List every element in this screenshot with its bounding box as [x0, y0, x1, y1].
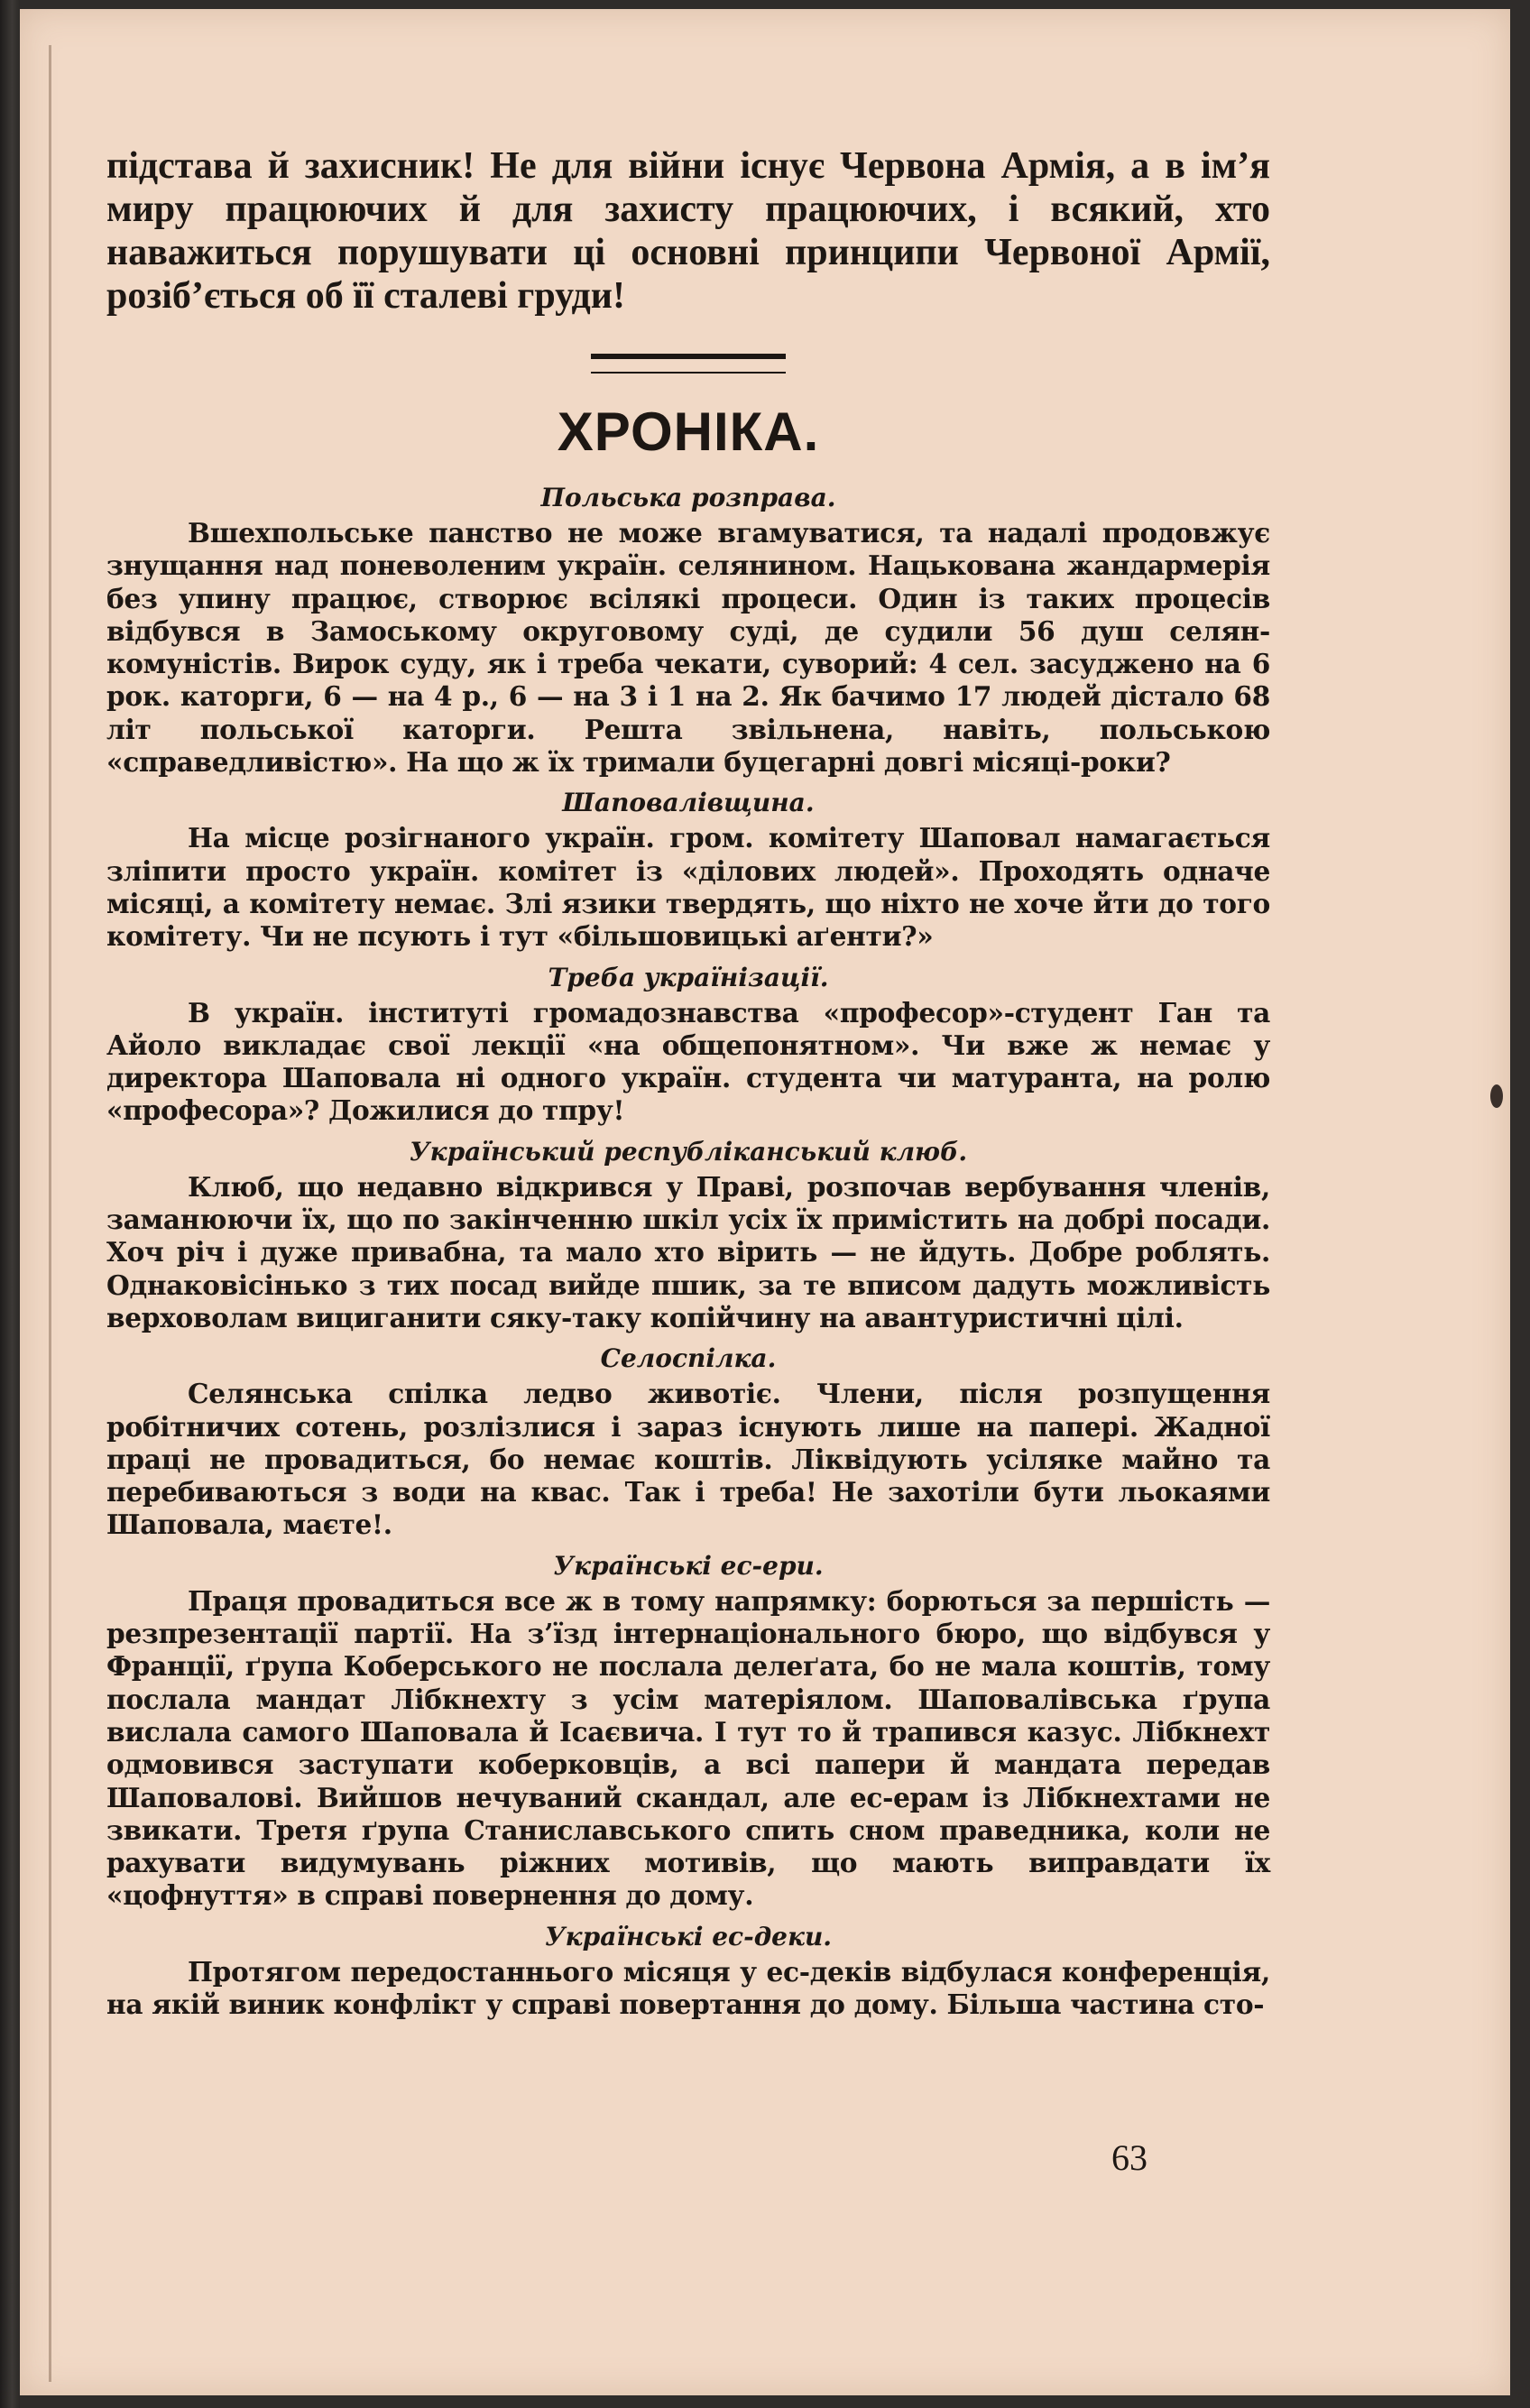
section-ukrainization [106, 963, 1270, 1128]
section-title: Польська розправа. [540, 483, 836, 512]
section-polish-reprisal [106, 483, 1270, 779]
page-content [106, 144, 1270, 2030]
section-title: Українські ес-деки. [544, 1921, 833, 1951]
section-text: На місце розігнаного україн. гром. комітету Шаповал намагається зліпити просто україн. комітет із «ділових людей». Проходять одначе місяці, а комітету немає. Злі язики твердять, що ніхто не хоче йти до того комітету. Чи не псують і тут «більшовицькі аґенти?» [106, 822, 1270, 953]
section-text: Праця провадиться все ж в тому напрямку: борються за першість — резпрезентації партії. На з’їзд інтернаціонального бюро, що відбувся у Франції, ґрупа Коберського не послала делеґата, бо не мала коштів, тому послала мандат Лібкнехту з усім матеріялом. Шаповалівська ґрупа вислала самого Шаповала й Ісаєвича. І тут то й трапився казус. Лібкнехт одмовився заступати коберковців, а всі папери й мандата передав Шаповалові. Вийшов нечуваний скандал, але ес-ерам із Лібкнехтами не звикати. Третя ґрупа Станиславського спить сном праведника, коли не рахувати видумувань ріжних мотивів, що мають виправдати їх «цофнуття» в справі повернення до дому. [106, 1584, 1270, 1912]
section-divider-wrap [106, 354, 1270, 374]
page-crease [49, 45, 51, 2382]
section-text: Клюб, що недавно відкрився у Праві, розпочав вербування членів, заманюючи їх, що по закінченню шкіл усіх їх примістить на добрі посади. Хоч річ і дуже привабна, та мало хто вірить — не йдуть. Добре роблять. Однаковісінько з тих посад вийде пшик, за те вписом дадуть можливість верховолам вициганити сяку-таку копійчину на авантуристичні цілі. [106, 1170, 1270, 1333]
section-title: Треба українізації. [548, 962, 829, 992]
section-republican-club [106, 1137, 1270, 1334]
section-sr [106, 1551, 1270, 1913]
section-shapovalivshchyna [106, 788, 1270, 953]
section-selospilka [106, 1343, 1270, 1541]
ink-blot [1490, 1084, 1503, 1108]
section-sd [106, 1922, 1270, 2022]
page-number: 63 [1111, 2137, 1148, 2178]
section-title: Український республіканський клюб. [409, 1136, 968, 1167]
section-text: Вшехпольське панство не може вгамуватися, та надалі продовжує знущання над поневоленим україн. селянином. Нацькована жандармерія без упину працює, створює всілякі процеси. Один із таких процесів відбувся в Замоському округовому суді, де судили 56 душ селян-комуністів. Вирок суду, як і треба чекати, суворий: 4 сел. засуджено на 6 рок. каторги, 6 — на 4 р., 6 — на 3 і 1 на 2. Як бачимо 17 людей дістало 68 літ польської каторги. Решта звільнена, навіть, польською «справедливістю». На що ж їх тримали буцегарні довгі місяці-роки? [106, 517, 1270, 779]
section-divider [591, 354, 786, 374]
section-text: В україн. інституті громадознавства «професор»-студент Ган та Айоло викладає свої лекції «на общепонятном». Чи вже ж немає у директора Шаповала ні одного україн. студента чи матуранта, на ролю «професора»? Дожилися до тпру! [106, 996, 1270, 1127]
chronicle-heading: ХРОНІКА. [557, 401, 820, 462]
section-title: Селоспілка. [600, 1343, 777, 1374]
book-spine [0, 0, 20, 2408]
section-title: Українські ес-ери. [553, 1550, 824, 1581]
intro-paragraph: підстава й захисник! Не для війни існує Червона Армія, а в ім’я миру працюючих й для захисту працюючих, і всякий, хто наважиться порушувати ці основні принципи Червоної Армії, розіб’ється об її сталеві груди! [106, 145, 1270, 317]
section-text: Селянська спілка ледво животіє. Члени, після розпущення робітничих сотень, розлізлися і зараз існують лише на папері. Жадної праці не провадиться, бо немає коштів. Ліквідують усіляке майно та перебиваються з води на квас. Так і треба! Не захотіли бути льокаями Шаповала, маєте!. [106, 1378, 1270, 1541]
section-title: Шаповалівщина. [562, 788, 815, 818]
section-text: Протягом передостаннього місяця у ес-деків відбулася конференція, на якій виник конфлікт у справі повертання до дому. Більша частина сто- [106, 1955, 1270, 2020]
